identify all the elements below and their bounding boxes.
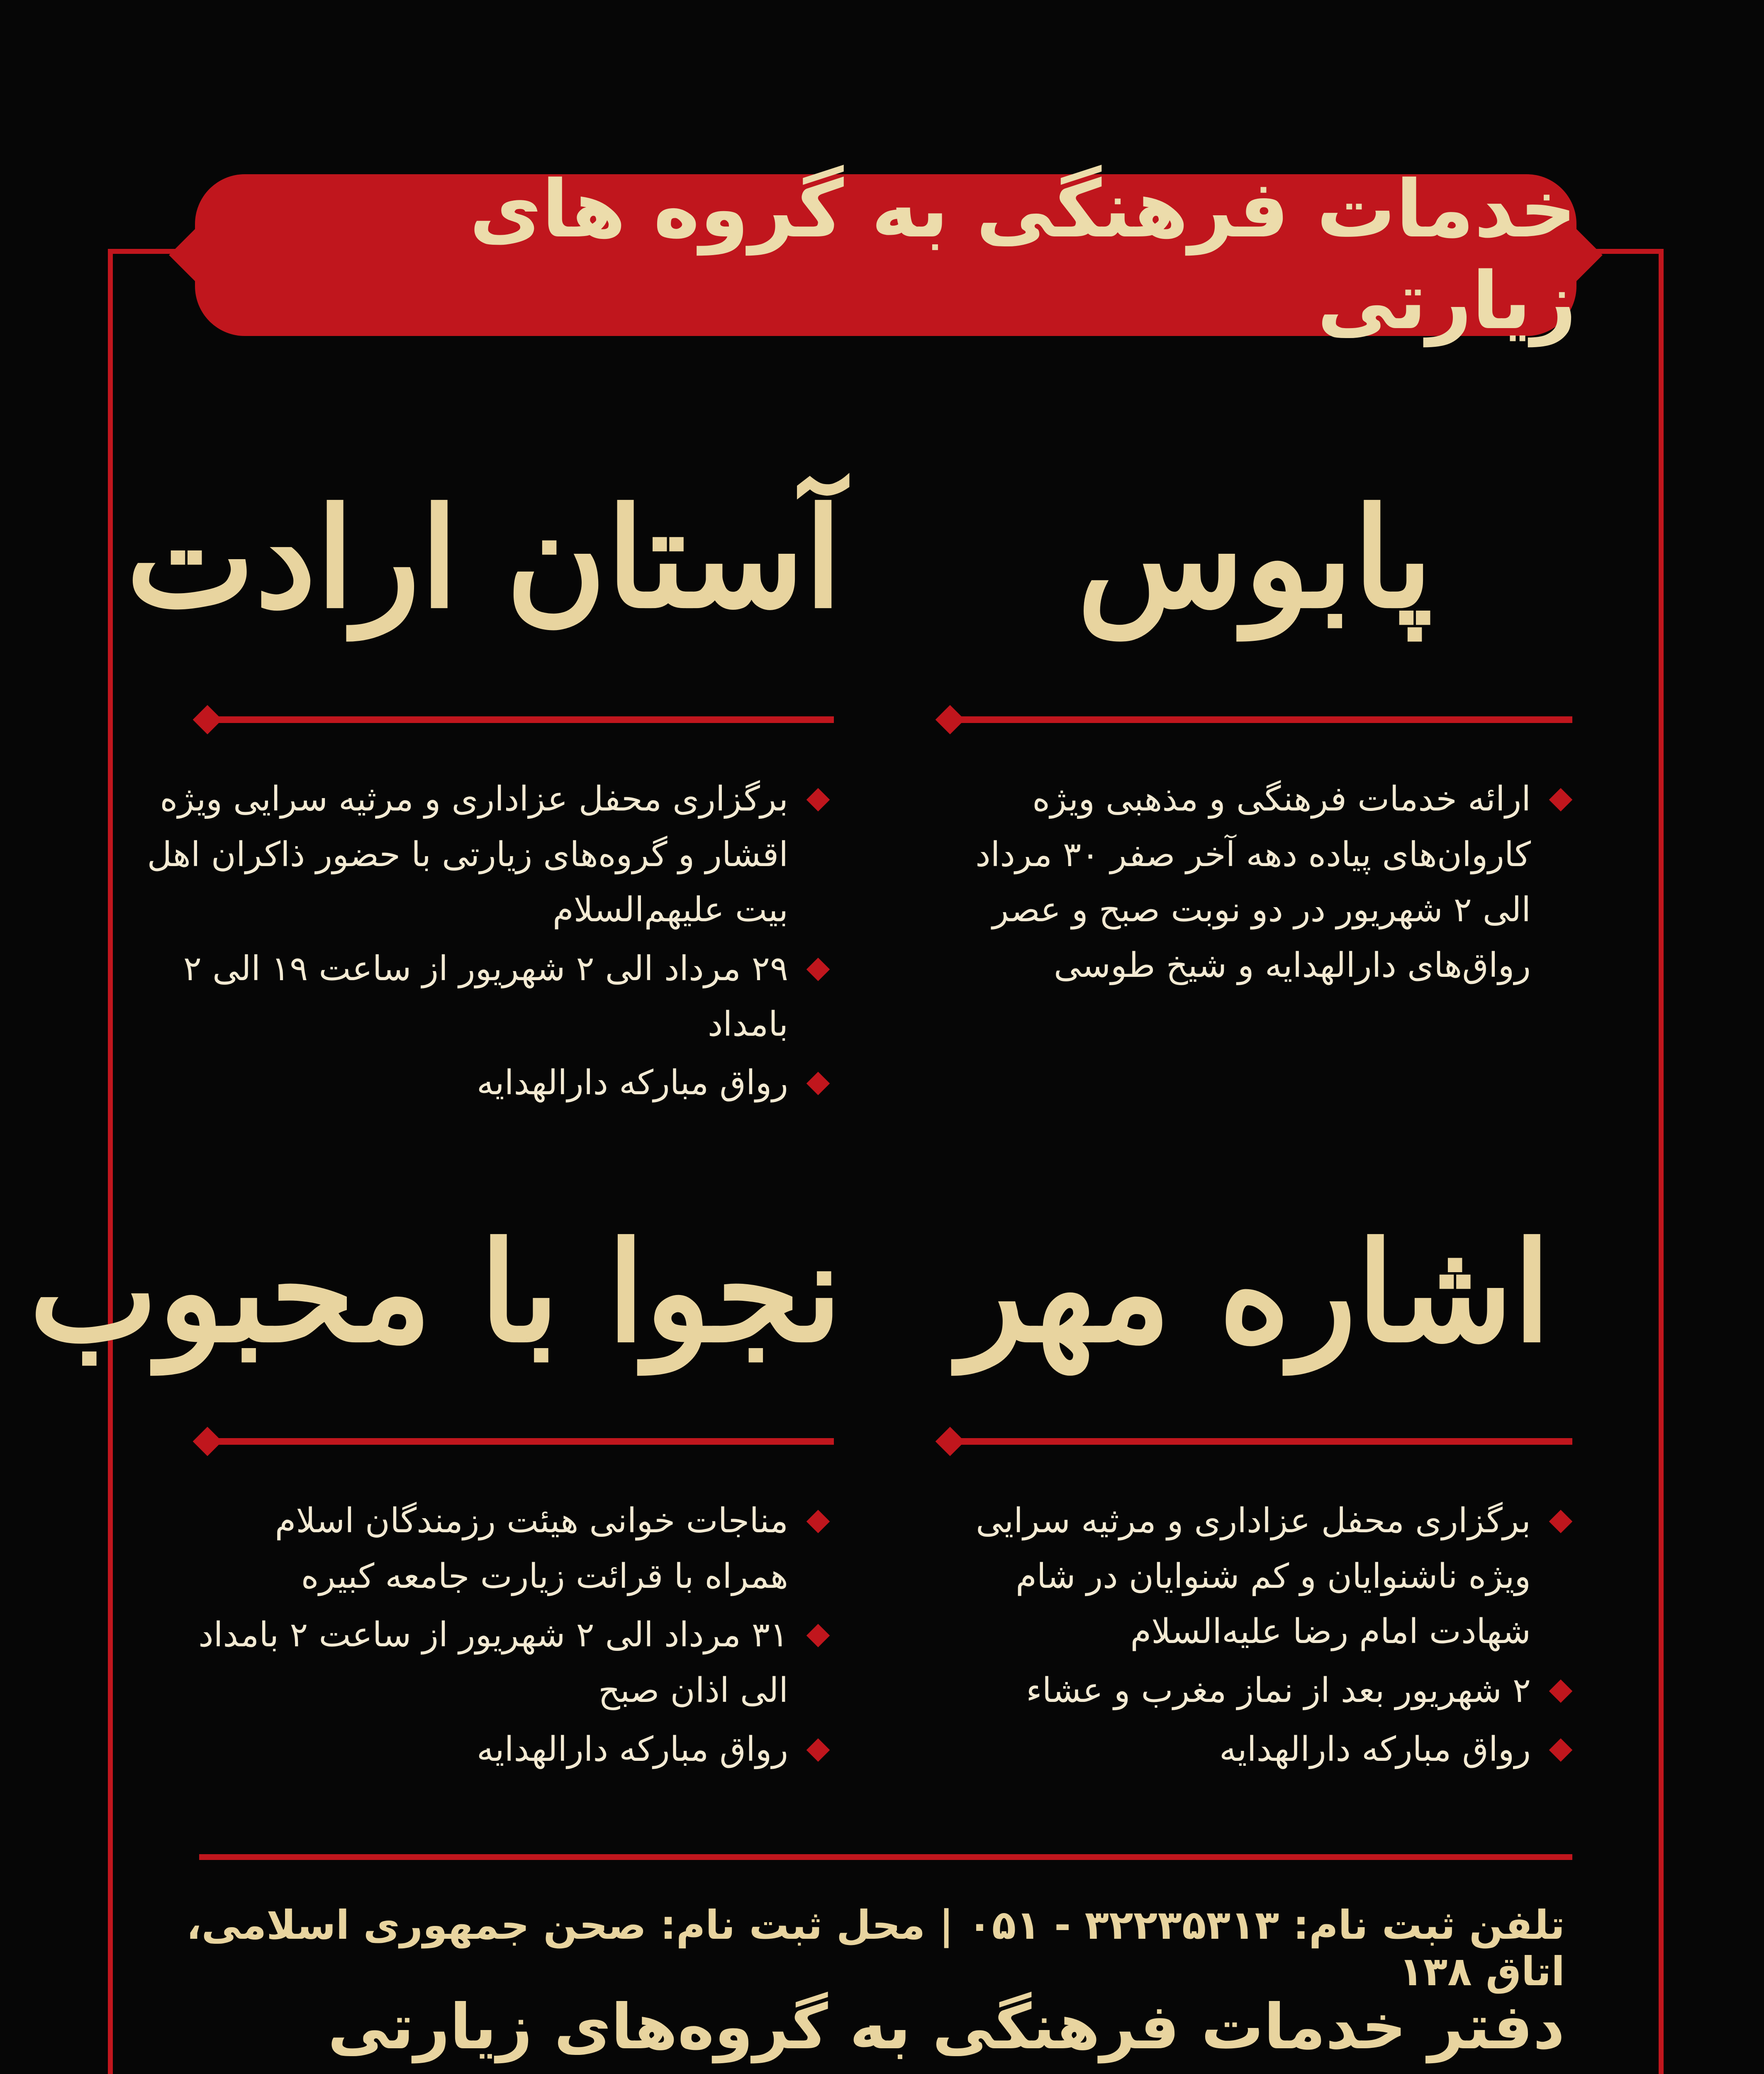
diamond-bullet-icon	[806, 1510, 830, 1534]
title-banner	[195, 163, 1576, 347]
diamond-bullet-icon	[806, 1624, 830, 1648]
list-item: ارائه خدمات فرهنگی و مذهبی ویژه کاروان‌های پیاده دهه آخر صفر ۳۰ مرداد الی ۲ شهریور در دو نوبت صبح و عصر رواق‌های دارالهدایه و شیخ طوسی	[967, 772, 1576, 993]
list-item: ۲۹ مرداد الی ۲ شهریور از ساعت ۱۹ الی ۲ بامداد	[145, 941, 834, 1052]
section-divider	[950, 716, 1572, 723]
diamond-bullet-icon	[1549, 1510, 1573, 1534]
registration-info: تلفن ثبت نام: ۳۲۲۳۵۳۱۳ - ۰۵۱ | محل ثبت نام: صحن جمهوری اسلامی، اتاق ۱۳۸	[186, 1902, 1565, 1995]
section-divider	[950, 1438, 1572, 1445]
diamond-bullet-icon	[1549, 1680, 1573, 1703]
section-divider	[207, 1438, 834, 1445]
office-name: دفتر خدمات فرهنگی به گروه‌های زیارتی	[327, 1991, 1565, 2063]
frame-left	[108, 249, 113, 2074]
frame-right	[1659, 249, 1664, 2074]
diamond-bullet-icon	[806, 1072, 830, 1095]
section-heading-astan-eradat: آستان ارادت	[126, 477, 842, 638]
list-item: برگزاری محفل عزاداری و مرثیه سرایی ویژه ناشنوایان و کم شنوایان در شام شهادت امام رضا علیه‌السلام	[929, 1493, 1576, 1660]
list-item: ۳۱ مرداد الی ۲ شهریور از ساعت ۲ بامداد الی اذان صبح	[195, 1607, 834, 1718]
list-item: رواق مبارکه دارالهدایه	[929, 1722, 1576, 1777]
section-body-paboos	[967, 772, 1576, 997]
section-body-najva-ba-mahboob	[195, 1493, 834, 1780]
diamond-bullet-icon	[1549, 1738, 1573, 1762]
section-heading-najva-ba-mahboob: نجوا با محبوب	[29, 1212, 842, 1373]
diamond-bullet-icon	[1549, 788, 1573, 812]
diamond-bullet-icon	[806, 788, 830, 812]
section-body-eshareh-mehr	[929, 1493, 1576, 1780]
section-heading-eshareh-mehr: اشاره مهر	[959, 1212, 1551, 1373]
section-divider	[207, 716, 834, 723]
section-body-astan-eradat	[145, 772, 834, 1114]
horizontal-divider	[199, 1854, 1572, 1860]
page-title: خدمات فرهنگی به گروه های زیارتی	[469, 163, 1576, 347]
list-item: مناجات خوانی هیئت رزمندگان اسلام همراه با قرائت زیارت جامعه کبیره	[195, 1493, 834, 1604]
list-item: برگزاری محفل عزاداری و مرثیه سرایی ویژه اقشار و گروه‌های زیارتی با حضور ذاکران اهل بیت علیهم‌السلام	[145, 772, 834, 938]
diamond-bullet-icon	[806, 958, 830, 981]
list-item: ۲ شهریور بعد از نماز مغرب و عشاء	[929, 1663, 1576, 1719]
list-item: رواق مبارکه دارالهدایه	[195, 1722, 834, 1777]
diamond-bullet-icon	[806, 1738, 830, 1762]
section-heading-paboos: پابوس	[1077, 477, 1433, 638]
list-item: رواق مبارکه دارالهدایه	[145, 1055, 834, 1111]
